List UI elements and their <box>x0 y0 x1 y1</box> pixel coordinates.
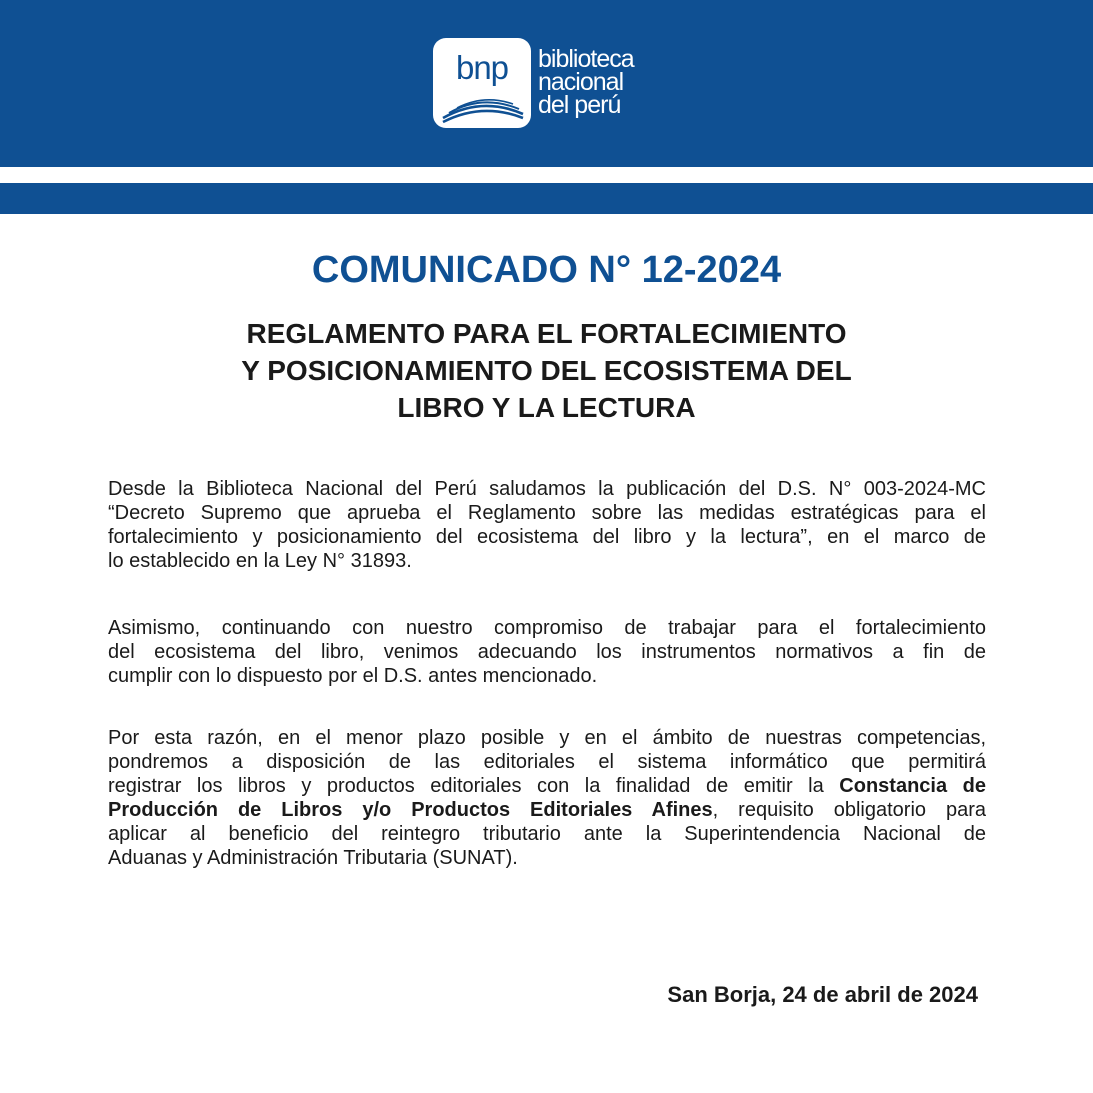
paragraph-1 <box>108 477 986 573</box>
paragraph-line: “Decreto Supremo que aprueba el Reglamento sobre las medidas estratégicas para el <box>108 502 986 524</box>
logo-name-line: del perú <box>538 91 621 119</box>
page-title: COMUNICADO N° 12-2024 <box>311 249 782 291</box>
paragraph-line: Por esta razón, en el menor plazo posible y en el ámbito de nuestras competencias, <box>108 727 986 749</box>
signature-date: San Borja, 24 de abril de 2024 <box>667 982 978 1007</box>
logo-name <box>538 45 634 119</box>
certificate-name: Producción de Libros y/o Productos Editoriales Afines <box>108 799 713 821</box>
paragraph-text: registrar los libros y productos editoriales con la finalidad de emitir la <box>108 775 840 797</box>
paragraph-line: cumplir con lo dispuesto por el D.S. antes mencionado. <box>108 665 598 687</box>
paragraph-line: aplicar al beneficio del reintegro tributario ante la Superintendencia Nacional de <box>108 823 986 845</box>
paragraph-line: Desde la Biblioteca Nacional del Perú saludamos la publicación del D.S. N° 003-2024-MC <box>108 478 986 500</box>
paragraph-line: Aduanas y Administración Tributaria (SUNAT). <box>108 847 518 869</box>
paragraph-line <box>108 774 986 798</box>
subtitle-line: REGLAMENTO PARA EL FORTALECIMIENTO <box>246 318 847 349</box>
paragraph-line: lo establecido en la Ley N° 31893. <box>108 550 412 572</box>
paragraph-3 <box>108 726 986 870</box>
logo-abbr: bnp <box>455 49 509 86</box>
paragraph-line: Asimismo, continuando con nuestro compromiso de trabajar para el fortalecimiento <box>108 617 986 639</box>
certificate-name: Constancia de <box>839 775 986 797</box>
paragraph-text: , requisito obligatorio para <box>712 799 987 821</box>
paragraph-line: del ecosistema del libro, venimos adecuando los instrumentos normativos a fin de <box>108 641 986 663</box>
subtitle-line: LIBRO Y LA LECTURA <box>397 392 696 423</box>
paragraph-line: fortalecimiento y posicionamiento del ecosistema del libro y la lectura”, en el marco de <box>108 526 986 548</box>
book-waves-icon <box>439 92 525 124</box>
paragraph-line: pondremos a disposición de las editoriales el sistema informático que permitirá <box>108 751 986 773</box>
paragraph-line <box>108 798 986 822</box>
subtitle-line: Y POSICIONAMIENTO DEL ECOSISTEMA DEL <box>241 355 852 386</box>
header-stripe <box>0 183 1093 214</box>
paragraph-2 <box>108 616 986 688</box>
page-subtitle <box>0 315 1093 426</box>
logo-name-line: nacional <box>538 68 624 96</box>
bnp-logo <box>433 38 531 128</box>
logo-name-line: biblioteca <box>538 45 634 73</box>
